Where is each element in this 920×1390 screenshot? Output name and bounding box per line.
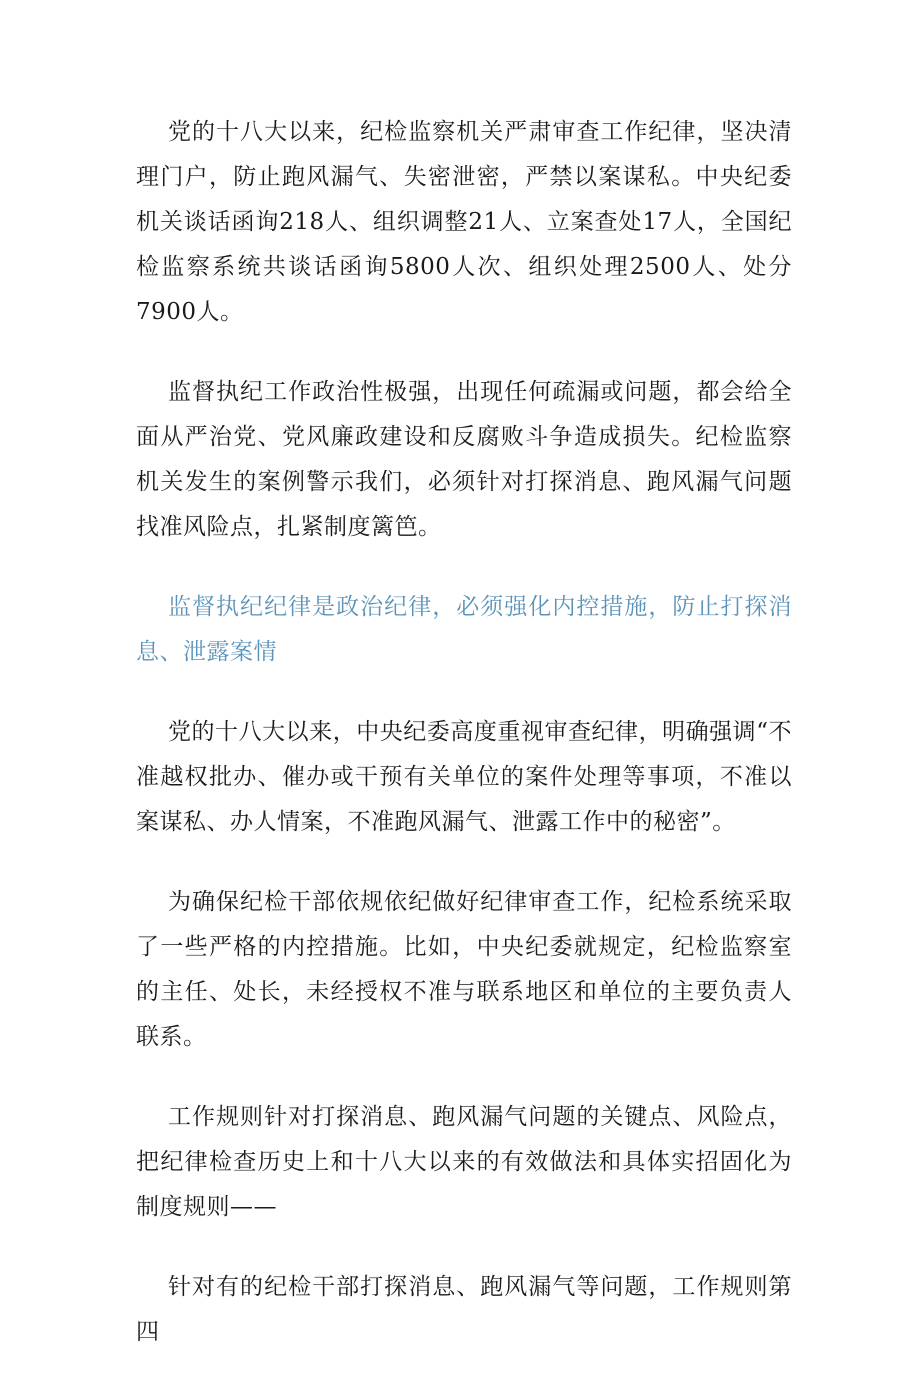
- paragraph-5: 工作规则针对打探消息、跑风漏气问题的关键点、风险点，把纪律检查历史上和十八大以来的有效做法和具体实招固化为制度规则——: [136, 1104, 792, 1220]
- paragraph-3: 党的十八大以来，中央纪委高度重视审查纪律，明确强调“不准越权批办、催办或干预有关单位的案件处理等事项，不准以案谋私、办人情案，不准跑风漏气、泄露工作中的秘密”。: [136, 719, 792, 835]
- document-page: [136, 110, 792, 1390]
- paragraph-4: 为确保纪检干部依规依纪做好纪律审查工作，纪检系统采取了一些严格的内控措施。比如，中央纪委就规定，纪检监察室的主任、处长，未经授权不准与联系地区和单位的主要负责人联系。: [136, 889, 792, 1050]
- paragraph-1: 党的十八大以来，纪检监察机关严肃审查工作纪律，坚决清理门户，防止跑风漏气、失密泄密，严禁以案谋私。中央纪委机关谈话函询218人、组织调整21人、立案查处17人，全国纪检监察系统共谈话函询5800人次、组织处理2500人、处分7900人。: [136, 119, 792, 325]
- paragraph-2: 监督执纪工作政治性极强，出现任何疏漏或问题，都会给全面从严治党、党风廉政建设和反腐败斗争造成损失。纪检监察机关发生的案例警示我们，必须针对打探消息、跑风漏气问题找准风险点，扎紧制度篱笆。: [136, 379, 792, 540]
- section-heading: 监督执纪纪律是政治纪律，必须强化内控措施，防止打探消息、泄露案情: [136, 594, 792, 665]
- paragraph-6: 针对有的纪检干部打探消息、跑风漏气等问题，工作规则第四: [136, 1274, 792, 1345]
